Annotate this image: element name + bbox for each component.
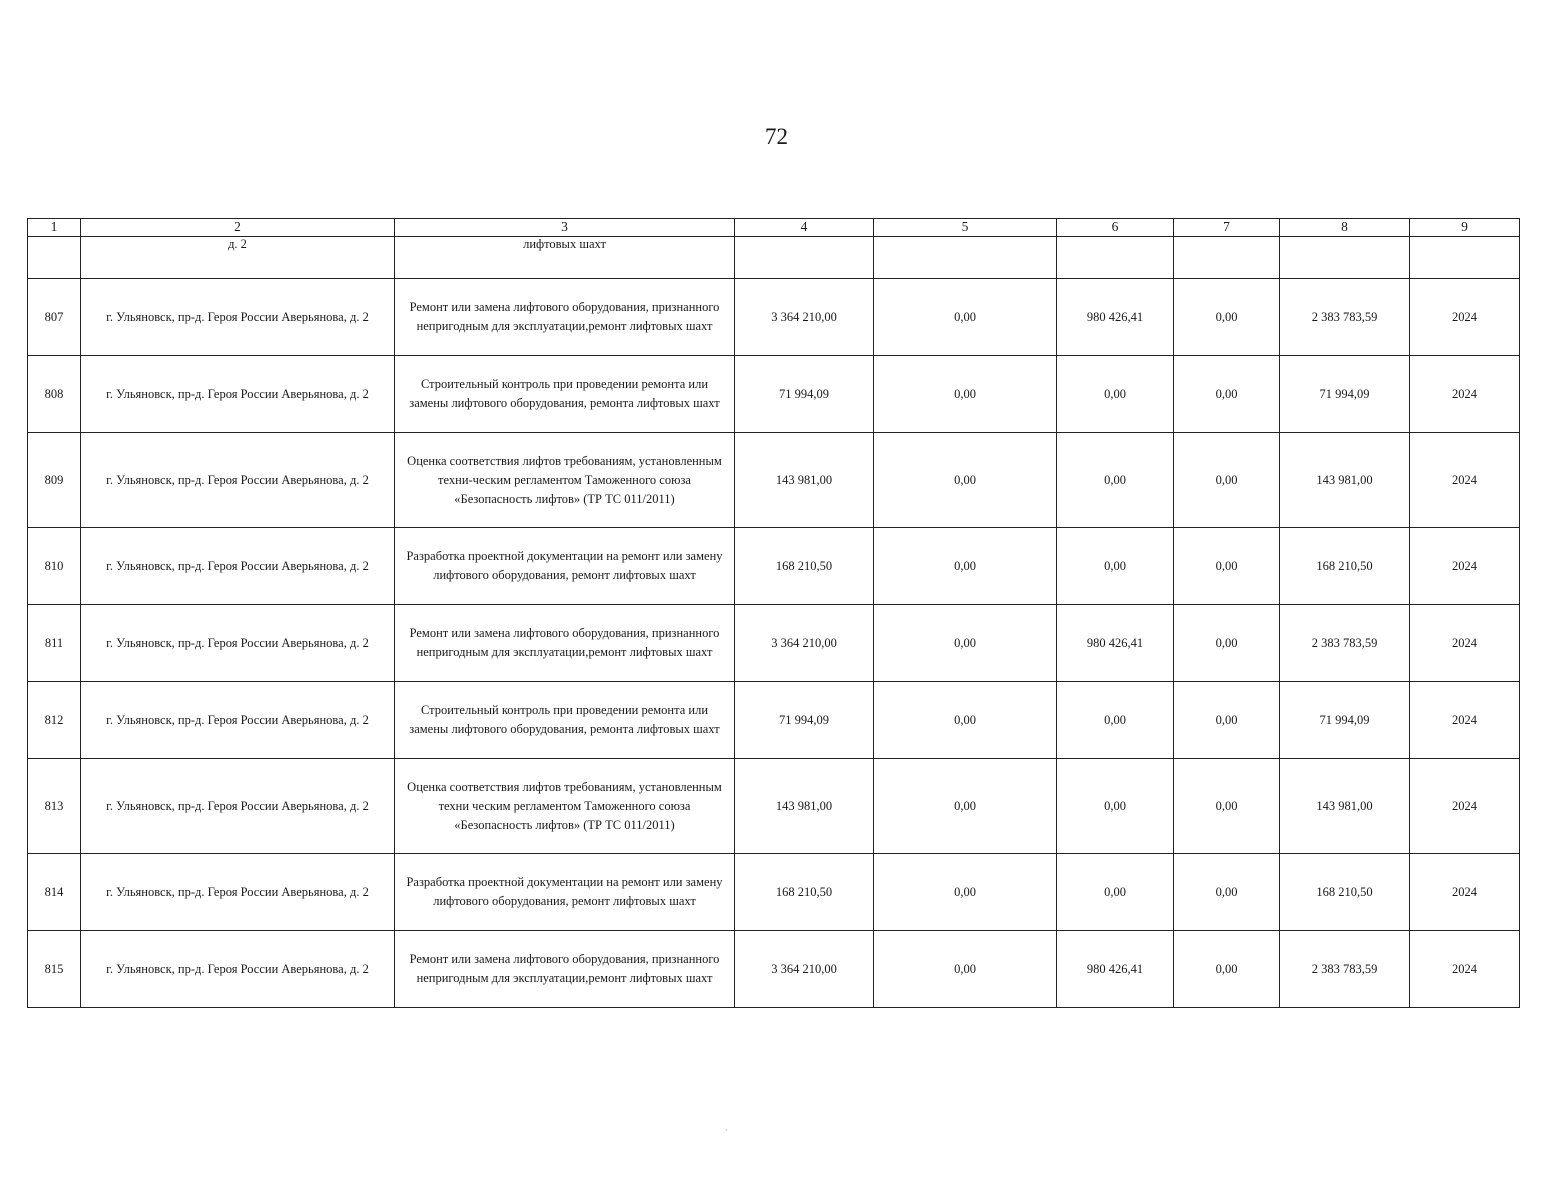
column-number: 2 bbox=[81, 219, 395, 237]
table-row bbox=[28, 433, 1520, 528]
col8-amount-cell: 168 210,50 bbox=[1280, 528, 1410, 605]
col7-amount-cell: 0,00 bbox=[1174, 433, 1280, 528]
col6-amount-cell: 980 426,41 bbox=[1057, 279, 1174, 356]
col7-amount-cell: 0,00 bbox=[1174, 931, 1280, 1008]
address-cell: г. Ульяновск, пр-д. Героя России Аверьянова, д. 2 bbox=[81, 528, 395, 605]
total-cost-cell: 71 994,09 bbox=[735, 682, 874, 759]
row-number-cell: 809 bbox=[28, 433, 81, 528]
work-cell: Ремонт или замена лифтового оборудования, признанного непригодным для эксплуатации,ремонт лифтовых шахт bbox=[395, 931, 735, 1008]
total-cost-cell: 143 981,00 bbox=[735, 759, 874, 854]
year-cell: 2024 bbox=[1410, 931, 1520, 1008]
work-cell: Оценка соответствия лифтов требованиям, установленным техни-ческим регламентом Таможенного союза «Безопасность лифтов» (ТР ТС 011/2011) bbox=[395, 433, 735, 528]
column-number: 6 bbox=[1057, 219, 1174, 237]
address-cell: г. Ульяновск, пр-д. Героя России Аверьянова, д. 2 bbox=[81, 854, 395, 931]
col8-amount-cell: 2 383 783,59 bbox=[1280, 279, 1410, 356]
total-cost-cell: 143 981,00 bbox=[735, 433, 874, 528]
table-row bbox=[28, 605, 1520, 682]
address-cell: г. Ульяновск, пр-д. Героя России Аверьянова, д. 2 bbox=[81, 682, 395, 759]
col5-amount-cell: 0,00 bbox=[874, 682, 1057, 759]
year-cell: 2024 bbox=[1410, 682, 1520, 759]
col7-amount-cell: 0,00 bbox=[1174, 605, 1280, 682]
address-cell: г. Ульяновск, пр-д. Героя России Аверьянова, д. 2 bbox=[81, 356, 395, 433]
work-cell: Строительный контроль при проведении ремонта или замены лифтового оборудования, ремонта лифтовых шахт bbox=[395, 356, 735, 433]
table-row bbox=[28, 682, 1520, 759]
column-number: 4 bbox=[735, 219, 874, 237]
col6-amount-cell: 0,00 bbox=[1057, 356, 1174, 433]
work-cell: Строительный контроль при проведении ремонта или замены лифтового оборудования, ремонта лифтовых шахт bbox=[395, 682, 735, 759]
col7-amount-cell: 0,00 bbox=[1174, 356, 1280, 433]
col8-amount-cell: 168 210,50 bbox=[1280, 854, 1410, 931]
row-number-cell: 813 bbox=[28, 759, 81, 854]
col8-amount-cell: 2 383 783,59 bbox=[1280, 931, 1410, 1008]
work-cell: Ремонт или замена лифтового оборудования, признанного непригодным для эксплуатации,ремонт лифтовых шахт bbox=[395, 605, 735, 682]
col5-amount-cell: 0,00 bbox=[874, 279, 1057, 356]
col7-amount-cell: 0,00 bbox=[1174, 528, 1280, 605]
address-cell: г. Ульяновск, пр-д. Героя России Аверьянова, д. 2 bbox=[81, 433, 395, 528]
col8-amount-cell: 143 981,00 bbox=[1280, 759, 1410, 854]
col8-amount-cell: 71 994,09 bbox=[1280, 682, 1410, 759]
col6-amount-cell: 0,00 bbox=[1057, 759, 1174, 854]
col7-amount-cell: 0,00 bbox=[1174, 854, 1280, 931]
col8-amount-cell: 2 383 783,59 bbox=[1280, 605, 1410, 682]
work-cell: Разработка проектной документации на ремонт или замену лифтового оборудования, ремонт лифтовых шахт bbox=[395, 854, 735, 931]
col6-amount-cell: 0,00 bbox=[1057, 682, 1174, 759]
scan-speck: · bbox=[725, 1126, 728, 1135]
work-cell: Ремонт или замена лифтового оборудования, признанного непригодным для эксплуатации,ремонт лифтовых шахт bbox=[395, 279, 735, 356]
row-number-cell: 810 bbox=[28, 528, 81, 605]
col5-amount-cell: 0,00 bbox=[874, 605, 1057, 682]
total-cost-cell: 3 364 210,00 bbox=[735, 605, 874, 682]
col7-amount-cell: 0,00 bbox=[1174, 759, 1280, 854]
col7-amount-cell: 0,00 bbox=[1174, 682, 1280, 759]
table-row bbox=[28, 528, 1520, 605]
column-number: 9 bbox=[1410, 219, 1520, 237]
work-cell: Разработка проектной документации на ремонт или замену лифтового оборудования, ремонт лифтовых шахт bbox=[395, 528, 735, 605]
table-row bbox=[28, 854, 1520, 931]
column-number: 1 bbox=[28, 219, 81, 237]
col5-amount-cell: 0,00 bbox=[874, 759, 1057, 854]
col6-amount-cell: 0,00 bbox=[1057, 854, 1174, 931]
total-cost-cell: 3 364 210,00 bbox=[735, 931, 874, 1008]
col7-amount-cell: 0,00 bbox=[1174, 279, 1280, 356]
work-cell: лифтовых шахт bbox=[395, 237, 735, 279]
table-row bbox=[28, 356, 1520, 433]
year-cell: 2024 bbox=[1410, 854, 1520, 931]
row-number-cell: 814 bbox=[28, 854, 81, 931]
col5-amount-cell: 0,00 bbox=[874, 528, 1057, 605]
row-number-cell: 812 bbox=[28, 682, 81, 759]
col5-amount-cell: 0,00 bbox=[874, 356, 1057, 433]
row-number-cell: 815 bbox=[28, 931, 81, 1008]
address-cell: г. Ульяновск, пр-д. Героя России Аверьянова, д. 2 bbox=[81, 279, 395, 356]
year-cell: 2024 bbox=[1410, 433, 1520, 528]
year-cell: 2024 bbox=[1410, 279, 1520, 356]
col5-amount-cell: 0,00 bbox=[874, 931, 1057, 1008]
col6-amount-cell: 980 426,41 bbox=[1057, 605, 1174, 682]
table-row bbox=[28, 759, 1520, 854]
column-number: 3 bbox=[395, 219, 735, 237]
col8-amount-cell: 71 994,09 bbox=[1280, 356, 1410, 433]
column-number: 5 bbox=[874, 219, 1057, 237]
address-cell: г. Ульяновск, пр-д. Героя России Аверьянова, д. 2 bbox=[81, 605, 395, 682]
work-cell: Оценка соответствия лифтов требованиям, установленным техни ческим регламентом Таможенного союза «Безопасность лифтов» (ТР ТС 011/2011) bbox=[395, 759, 735, 854]
continuation-row bbox=[28, 237, 1520, 279]
total-cost-cell: 168 210,50 bbox=[735, 528, 874, 605]
col6-amount-cell: 980 426,41 bbox=[1057, 931, 1174, 1008]
total-cost-cell: 71 994,09 bbox=[735, 356, 874, 433]
page-number: 72 bbox=[765, 124, 788, 149]
year-cell: 2024 bbox=[1410, 759, 1520, 854]
column-number: 8 bbox=[1280, 219, 1410, 237]
table-row bbox=[28, 931, 1520, 1008]
col5-amount-cell: 0,00 bbox=[874, 854, 1057, 931]
year-cell: 2024 bbox=[1410, 605, 1520, 682]
column-number-row bbox=[28, 219, 1520, 237]
col8-amount-cell: 143 981,00 bbox=[1280, 433, 1410, 528]
row-number-cell: 808 bbox=[28, 356, 81, 433]
table-row bbox=[28, 279, 1520, 356]
year-cell: 2024 bbox=[1410, 356, 1520, 433]
table-body bbox=[28, 279, 1520, 1008]
column-number: 7 bbox=[1174, 219, 1280, 237]
address-cell: д. 2 bbox=[81, 237, 395, 279]
total-cost-cell: 3 364 210,00 bbox=[735, 279, 874, 356]
col6-amount-cell: 0,00 bbox=[1057, 528, 1174, 605]
col5-amount-cell: 0,00 bbox=[874, 433, 1057, 528]
address-cell: г. Ульяновск, пр-д. Героя России Аверьянова, д. 2 bbox=[81, 931, 395, 1008]
address-cell: г. Ульяновск, пр-д. Героя России Аверьянова, д. 2 bbox=[81, 759, 395, 854]
row-number-cell: 811 bbox=[28, 605, 81, 682]
year-cell: 2024 bbox=[1410, 528, 1520, 605]
works-table bbox=[27, 218, 1520, 1008]
row-number-cell: 807 bbox=[28, 279, 81, 356]
col6-amount-cell: 0,00 bbox=[1057, 433, 1174, 528]
total-cost-cell: 168 210,50 bbox=[735, 854, 874, 931]
